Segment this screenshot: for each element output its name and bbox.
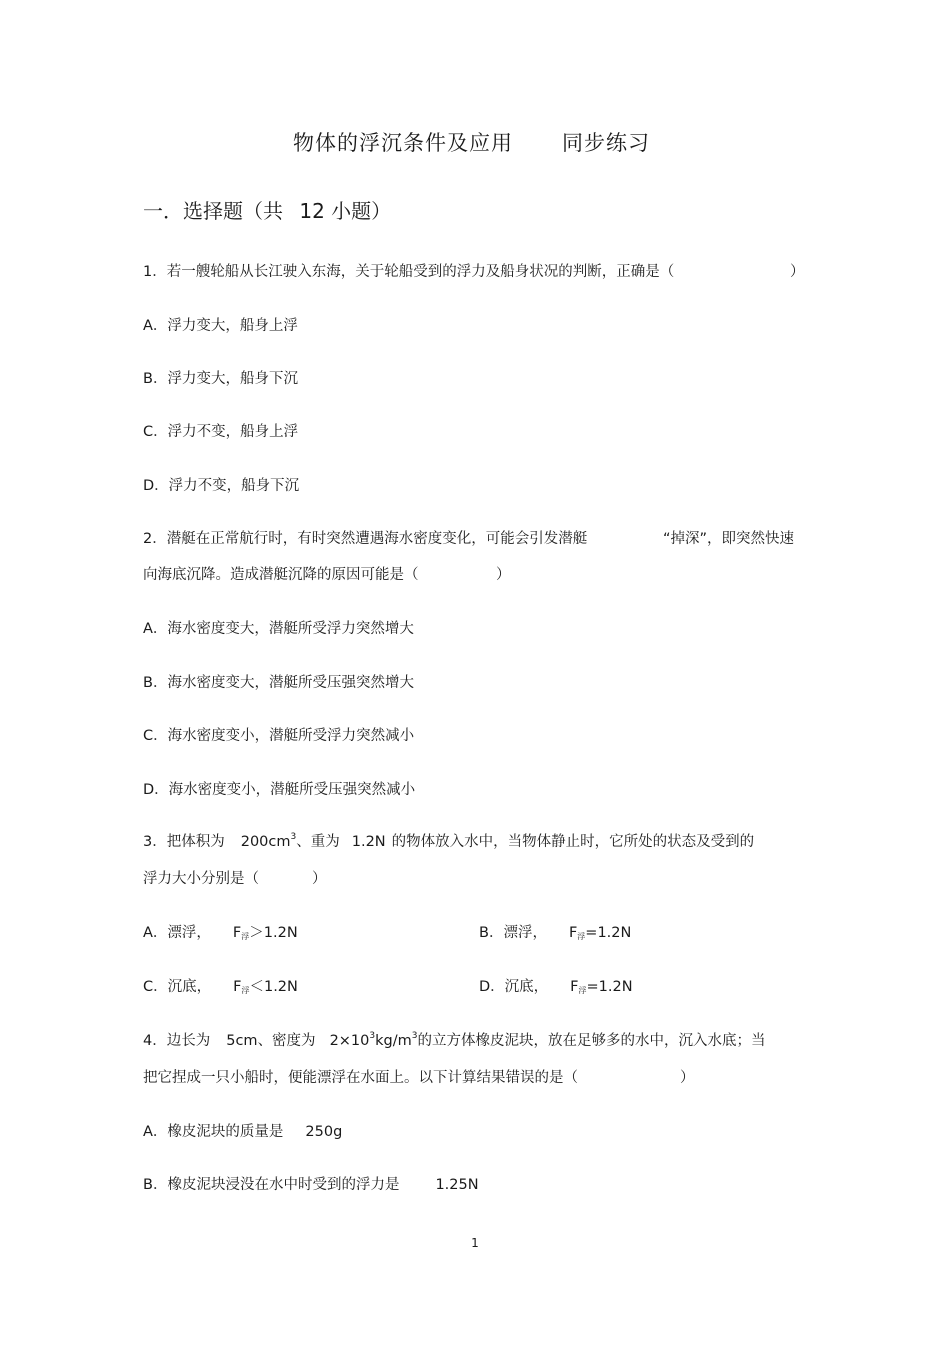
q4-stem-edge: 5cm: [226, 1033, 258, 1049]
q4-stem-line2: 把它捏成一只小船时，便能漂浮在水面上。以下计算结果错误的是（: [143, 1070, 578, 1086]
q4-option-b: [143, 1173, 479, 1194]
q3-option-b-sub: 浮: [577, 932, 586, 941]
q3-option-b-rel: =1.2N: [585, 925, 632, 941]
q1-option-b: B．浮力变大，船身下沉: [143, 371, 298, 387]
q4-option-a-label: A．橡皮泥块的质量是: [143, 1124, 284, 1140]
q4-option-a-value: 250g: [305, 1124, 343, 1140]
q4-option-b-value: 1.25N: [435, 1177, 479, 1193]
q3-option-b: [479, 921, 631, 942]
q1-option-a: A．浮力变大，船身上浮: [143, 318, 298, 334]
q4-stem-unit-exp: 3: [411, 1031, 418, 1041]
q3-option-a: [143, 921, 298, 942]
page-number: 1: [471, 1236, 479, 1250]
q2-stem-quote: “掉深”，即突然快速: [663, 531, 795, 547]
q3-option-d-sub: 浮: [578, 986, 587, 995]
q2-stem-line1: 2．潜艇在正常航行时，有时突然遭遇海水密度变化，可能会引发潜艇: [143, 531, 588, 547]
q4-option-b-label: B．橡皮泥块浸没在水中时受到的浮力是: [143, 1177, 400, 1193]
q2-option-a: A．海水密度变大，潜艇所受浮力突然增大: [143, 621, 414, 637]
document-title: 物体的浮沉条件及应用: [293, 131, 513, 155]
q4-close-paren: ）: [680, 1070, 695, 1086]
q2-option-b: B．海水密度变大，潜艇所受压强突然增大: [143, 675, 414, 691]
q1-stem: 1．若一艘轮船从长江驶入东海，关于轮船受到的浮力及船身状况的判断，正确是（: [143, 264, 675, 280]
q4-stem-f: 的立方体橡皮泥块，放在足够多的水中，沉入水底；当: [417, 1033, 766, 1049]
q2-option-d: D．海水密度变小，潜艇所受压强突然减小: [143, 782, 416, 798]
q3-stem-weight: 1.2N: [351, 834, 386, 850]
q3-option-c-label: C．沉底，: [143, 979, 212, 995]
q3-option-a-rel: ＞1.2N: [249, 925, 298, 941]
q4-stem-density: 2×10: [329, 1033, 370, 1049]
q3-option-b-label: B．漂浮，: [479, 925, 547, 941]
q3-stem-line1: [143, 830, 754, 851]
q3-option-d: [479, 975, 633, 996]
q3-option-c-sub: 浮: [241, 986, 250, 995]
q3-stem-volume: 200cm: [240, 834, 291, 850]
q3-option-d-rel: =1.2N: [586, 979, 633, 995]
section-suffix: 小题）: [331, 199, 392, 223]
section-heading: [143, 195, 391, 224]
section-heading-text: 一．选择题（共: [143, 199, 283, 223]
q2-close-paren: ）: [496, 567, 511, 583]
q3-option-a-label: A．漂浮，: [143, 925, 211, 941]
q3-option-c: [143, 975, 298, 996]
q3-option-a-sub: 浮: [241, 932, 250, 941]
q3-stem-c: 、重为: [296, 834, 340, 850]
q1-option-c: C．浮力不变，船身上浮: [143, 424, 299, 440]
q3-option-a-f: F: [232, 925, 242, 941]
document-subtitle: 同步练习: [562, 131, 650, 155]
q2-stem-line2: 向海底沉降。造成潜艇沉降的原因可能是（: [143, 567, 419, 583]
q3-stem-a: 3．把体积为: [143, 834, 225, 850]
q4-stem-c: 、密度为: [257, 1033, 316, 1049]
q3-option-d-label: D．沉底，: [479, 979, 549, 995]
q2-option-c: C．海水密度变小，潜艇所受浮力突然减小: [143, 728, 415, 744]
q3-option-c-rel: ＜1.2N: [249, 979, 298, 995]
q4-stem-a: 4．边长为: [143, 1033, 211, 1049]
q4-stem-line1: [143, 1029, 765, 1050]
q3-stem-volume-exp: 3: [290, 832, 297, 842]
q1-close-paren: ）: [790, 264, 805, 280]
q3-option-d-f: F: [570, 979, 579, 995]
q4-stem-unit: kg/m: [375, 1033, 412, 1049]
q4-stem-density-exp: 3: [369, 1031, 376, 1041]
q1-option-d: D．浮力不变，船身下沉: [143, 478, 300, 494]
q4-option-a: [143, 1120, 342, 1141]
q3-stem-e: 的物体放入水中，当物体静止时，它所处的状态及受到的: [391, 834, 755, 850]
section-count: 12: [299, 199, 325, 223]
q3-close-paren: ）: [312, 871, 327, 887]
q3-stem-line2: 浮力大小分别是（: [143, 871, 259, 887]
q3-option-b-f: F: [568, 925, 578, 941]
q3-option-c-f: F: [233, 979, 242, 995]
